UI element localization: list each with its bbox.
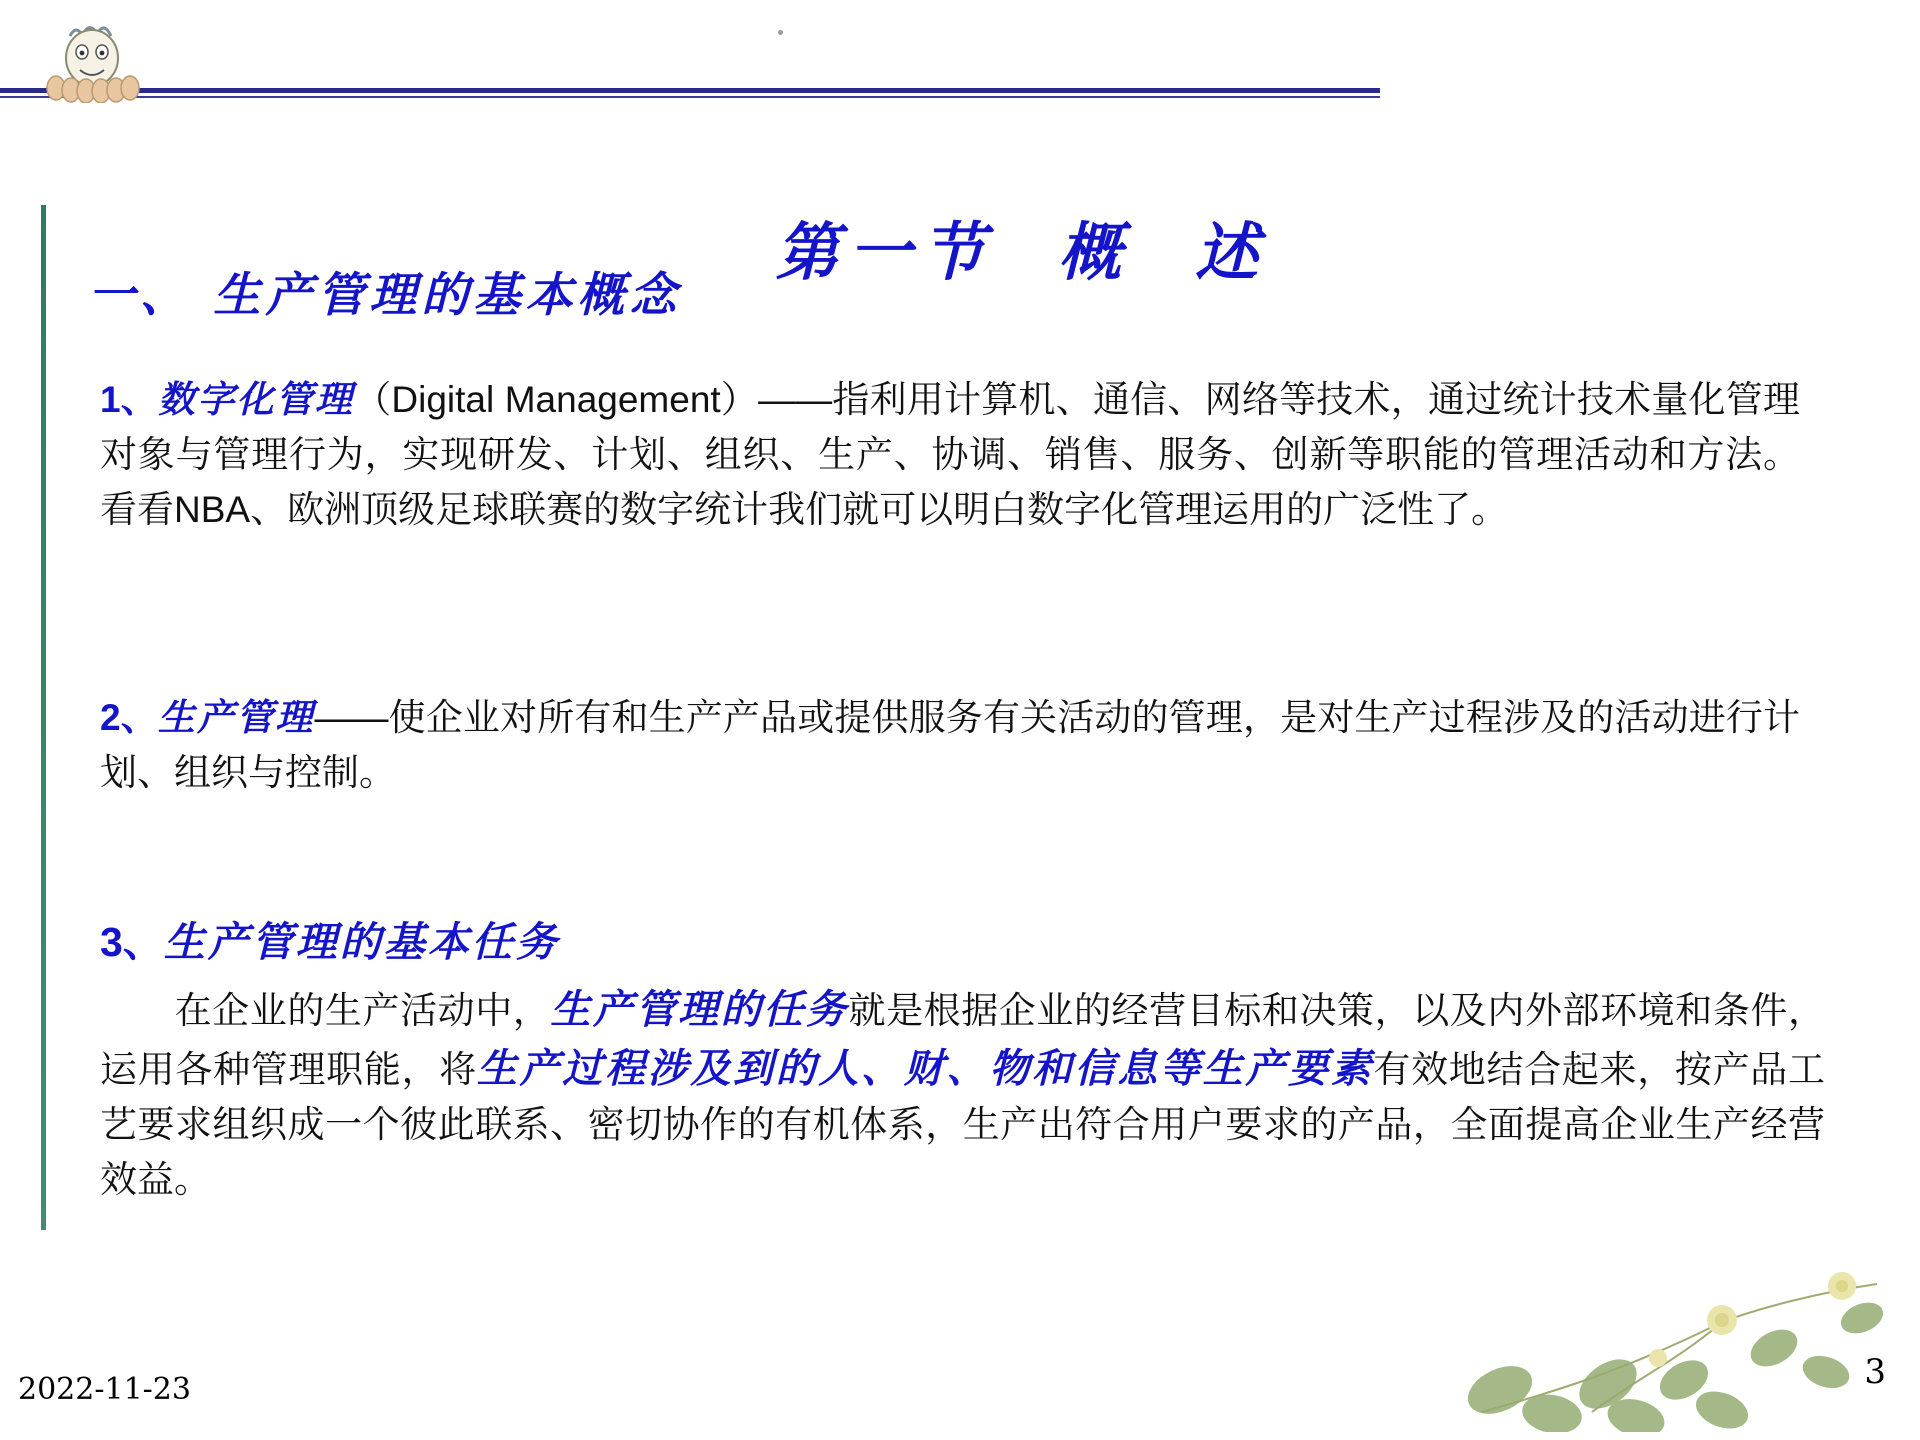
item-2-number: 2、 xyxy=(100,697,158,738)
item-3-body-part-3: 有效地结合起来，按产品工艺要求组织成一个彼此联系、密切协作的有机体系，生产出符合用户要求的产品，全面提高企业生产经营效益。 xyxy=(100,1049,1826,1201)
content-item-2 xyxy=(100,690,1800,801)
leaf-branch-icon xyxy=(1422,1262,1902,1432)
theater-mask-icon xyxy=(30,18,160,103)
item-3-body-part-1: 在企业的生产活动中， xyxy=(174,990,551,1031)
item-1-term: 数字化管理 xyxy=(158,377,355,421)
item-3-emphasis-1: 生产管理的任务 xyxy=(550,986,849,1033)
item-3-body-part-2: 就是根据企业的经营目标和决策，以及内外部环境和条件，运用各种管理职能，将 xyxy=(100,990,1826,1091)
footer-date: 2022-11-23 xyxy=(18,1372,191,1407)
content-item-3-body xyxy=(100,980,1825,1208)
left-accent-bar xyxy=(41,205,46,1230)
content-item-3-heading xyxy=(100,912,560,973)
item-2-body: ——使企业对所有和生产产品或提供服务有关活动的管理，是对生产过程涉及的活动进行计划、组织与控制。 xyxy=(100,697,1801,793)
item-1-body: （Digital Management）——指利用计算机、通信、网络等技术，通过统计技术量化管理对象与管理行为，实现研发、计划、组织、生产、协调、销售、服务、创新等职能的管理活动和方法。看看NBA、欧洲顶级足球联赛的数字统计我们就可以明白数字化管理运用的广泛性了。 xyxy=(100,379,1801,530)
item-3-number: 3、 xyxy=(100,919,164,965)
header-divider-thin xyxy=(0,96,1380,98)
section-heading: 一、 生产管理的基本概念 xyxy=(88,268,682,323)
header-dot-marker xyxy=(778,30,783,35)
item-3-emphasis-2: 生产过程涉及到的人、财、物和信息等生产要素 xyxy=(476,1045,1374,1093)
header-divider-thick xyxy=(0,88,1380,93)
item-1-number: 1、 xyxy=(100,379,159,420)
content-item-1 xyxy=(100,372,1800,537)
item-2-term: 生产管理 xyxy=(157,695,315,739)
item-3-term: 生产管理的基本任务 xyxy=(163,918,560,966)
page-number: 3 xyxy=(1864,1352,1886,1392)
slide-title-text: 第一节 概 述 xyxy=(775,215,1269,289)
